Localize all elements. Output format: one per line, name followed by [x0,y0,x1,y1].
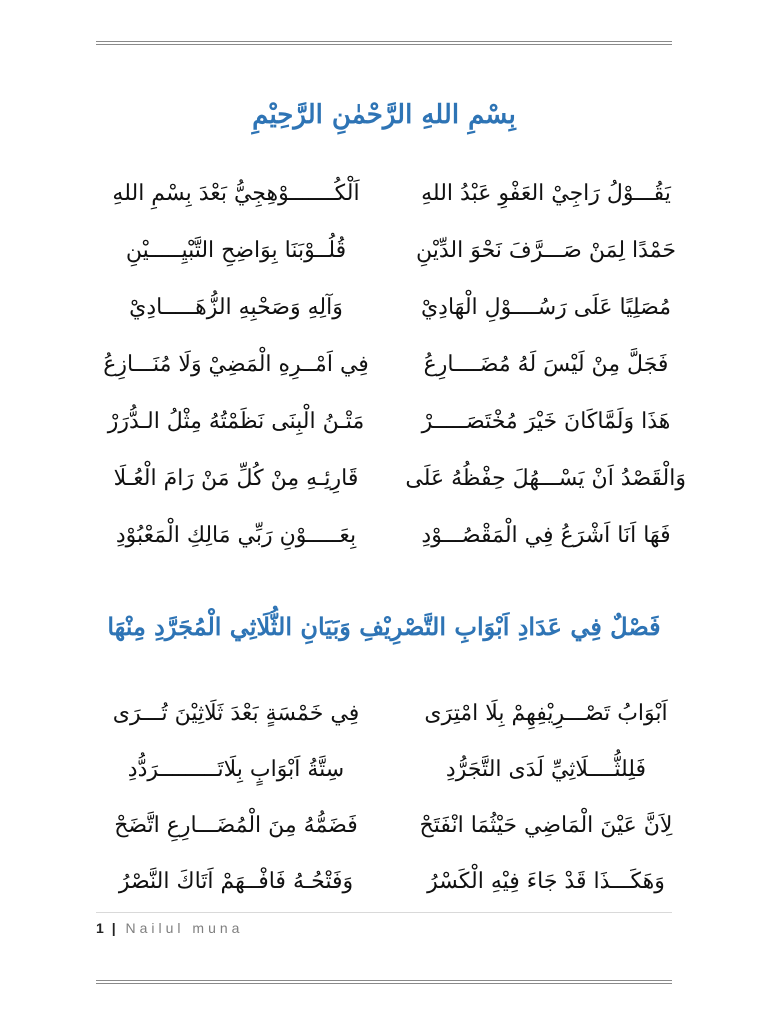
verse-hemistich-right: فَهَا اَنَا اَشْرَعُ فِي الْمَقْصُـــوْدِ [421,523,671,548]
verse-hemistich-right: فَجَلَّ مِنْ لَيْسَ لَهُ مُضَــــارِعُ [423,352,669,377]
verse-line [96,393,686,450]
verse-line [96,507,686,564]
section2-stanza [96,685,686,909]
footer-separator: | [111,920,116,936]
verse-line [96,222,686,279]
verse-line [96,741,686,797]
page-footer [96,920,243,936]
verse-hemistich-left: فِي اَمْــرِهِ الْمَضِيْ وَلَا مُنَـــازِعُ [103,352,369,377]
verse-hemistich-right: وَالْقَصْدُ اَنْ يَسْـــهُلَ حِفْظُهُ عَلَى [405,466,686,491]
verse-line [96,853,686,909]
verse-hemistich-left: فِي خَمْسَةٍ بَعْدَ ثَلَاثِيْنَ تُـــرَى [112,700,360,726]
verse-hemistich-right: لِاَنَّ عَيْنَ الْمَاضِي حَيْثُمَا انْفَتَحْ [419,812,673,838]
verse-line [96,279,686,336]
section2-heading: فَصْلٌ فِي عَدَادِ اَبْوَابِ التَّصْرِيْفِ وَبَيَانِ الثُّلَاثِي الْمُجَرَّدِ مِنْهَا [107,612,661,641]
section1-heading: بِسْمِ اللهِ الرَّحْمٰنِ الرَّحِيْمِ [252,100,516,130]
section1-stanza [96,165,686,564]
verse-hemistich-right: يَقُـــوْلُ رَاجِيْ العَفْوِ عَبْدُ اللهِ [421,181,671,206]
verse-hemistich-left: بِعَـــــوْنِ رَبِّي مَالِكِ الْمَعْبُوْدِ [115,523,357,548]
verse-line [96,336,686,393]
top-rule [96,41,672,45]
verse-hemistich-left: وَآلِهِ وَصَحْبِهِ الزُّهَـــــادِيْ [129,295,343,320]
verse-hemistich-left: فَضَمُّهُ مِنَ الْمُضَـــارِعِ اتَّضَحْ [114,812,358,838]
footer-rule [96,912,672,913]
verse-hemistich-right: اَبْوَابُ تَصْـــرِيْفِهِمْ بِلَا امْتِرَى [424,700,668,726]
verse-line [96,450,686,507]
verse-line [96,685,686,741]
verse-hemistich-left: مَتْـنُ الْبِنَى نَظَمْتُهُ مِثْلُ الـدُّرَرْ [107,409,365,434]
verse-hemistich-left: قُلُــوْبَنَا بِوَاضِحِ التَّبْيِـــــيْنِ [125,238,347,263]
verse-line [96,165,686,222]
verse-hemistich-left: وَفَتْحُـهُ فَافْــهَمْ اَتَاكَ النَّصْرُ [118,868,354,894]
verse-hemistich-right: حَمْدًا لِمَنْ صَـــرَّفَ نَحْوَ الدِّيْنِ [415,238,676,263]
verse-hemistich-right: مُصَلِيًا عَلَى رَسُــــوْلِ الْهَادِيْ [420,295,672,320]
verse-line [96,797,686,853]
verse-hemistich-left: قَارِئِـهِ مِنْ كُلِّ مَنْ رَامَ الْعُـلَا [113,466,359,491]
verse-hemistich-right: هَذَا وَلَمَّاكَانَ خَيْرَ مُخْتَصَـــــرْ [421,409,671,434]
book-title: Nailul muna [125,920,244,936]
bottom-rule [96,980,672,984]
verse-hemistich-right: وَهَكَـــذَا قَدْ جَاءَ فِيْهِ الْكَسْرُ [427,868,665,894]
verse-hemistich-left: اَلْكُـــــــوْهِجِيُّ بَعْدَ بِسْمِ اللهِ [112,181,360,206]
verse-hemistich-left: سِتَّةُ اَبْوَابٍ بِلَاتَـــــــــرَدُّدِ [127,756,345,782]
verse-hemistich-right: فَلِلثُّــــلَاثِيِّ لَدَى التَّجَرُّدِ [445,756,647,782]
page-number: 1 [96,920,104,936]
